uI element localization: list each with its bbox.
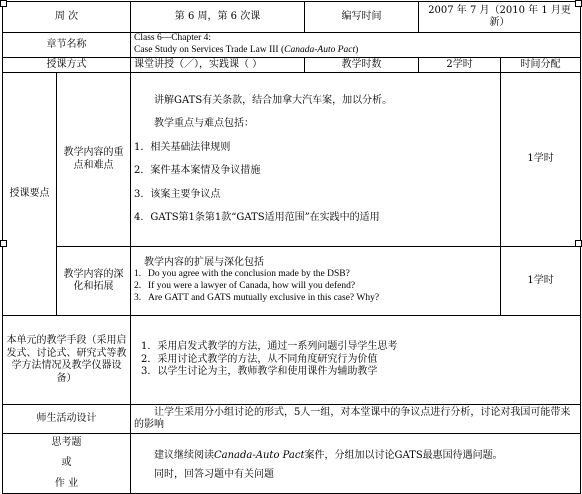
homework-text-before: 建议继续阅读 xyxy=(154,449,214,461)
means-label: 本单元的教学手段（采用启发式、讨论式、研究式等教学方法情况及教学仪器设备） xyxy=(3,316,131,405)
means-item: 3．以学生讨论为主，教师教学和使用课件为辅助教学 xyxy=(141,366,378,378)
extension-content xyxy=(131,247,501,316)
chapter-case-name: Canada-Auto Pact xyxy=(284,45,356,55)
chapter-line-2-suffix: ) xyxy=(355,45,359,55)
activity-label: 师生活动设计 xyxy=(3,405,131,434)
question-text: If you were a lawyer of Canada, how will you defend? xyxy=(148,281,356,292)
write-time-label: 编写时间 xyxy=(305,2,419,33)
means-content xyxy=(131,316,581,405)
extension-question xyxy=(134,281,497,293)
focus-content xyxy=(131,73,501,247)
activity-content xyxy=(131,405,581,434)
activity-text: 让学生采用分小组讨论的形式，5人一组，对本堂课中的争议点进行分析，讨论对我国可能带来的影响 xyxy=(134,406,571,430)
chapter-line-2-prefix: Case Study on Services Trade Law III ( xyxy=(134,45,285,55)
chapter-title xyxy=(131,33,581,58)
homework-label-line: 思考题 xyxy=(51,436,82,448)
edge-handle xyxy=(0,240,7,247)
lesson-plan-table xyxy=(2,1,581,494)
week-value: 第 6 周，第 6 次课 xyxy=(131,2,305,33)
question-text: Are GATT and GATS mutually exclusive in this case? Why? xyxy=(148,293,380,304)
question-text: Do you agree with the conclusion made by the DSB? xyxy=(148,269,350,280)
homework-case-name: Canada-Auto Pact xyxy=(214,449,305,461)
homework-text-2: 同时，回答习题中有关问题 xyxy=(154,468,274,480)
extension-question xyxy=(134,269,497,281)
method-label: 授课方式 xyxy=(3,58,131,73)
homework-text xyxy=(134,446,577,465)
homework-content xyxy=(131,434,581,494)
focus-item: 1．相关基础法律规则 xyxy=(134,141,231,153)
corner-handle xyxy=(575,0,582,7)
method-row xyxy=(3,58,581,73)
homework-row xyxy=(3,434,581,494)
chapter-label: 章节名称 xyxy=(3,33,131,58)
extension-question xyxy=(134,293,497,305)
activity-row xyxy=(3,405,581,434)
means-row xyxy=(3,316,581,405)
chapter-line-2 xyxy=(134,45,577,57)
focus-item: 4．GATS第1条第1款“GATS适用范围”在实践中的适用 xyxy=(134,212,380,223)
focus-time: 1学时 xyxy=(501,73,581,247)
chapter-line-1: Class 6—Chapter 4: xyxy=(134,33,212,44)
question-number: 3. xyxy=(134,293,142,304)
week-row xyxy=(3,2,581,33)
question-number: 2. xyxy=(134,281,142,292)
focus-intro: 讲解GATS有关条款，结合加拿大汽车案，加以分析。 xyxy=(154,94,393,106)
homework-text-after: 案件，分组加以讨论GATS最惠国待遇问题。 xyxy=(304,449,503,461)
focus-block xyxy=(134,95,497,225)
focus-subtitle: 教学重点与难点包括： xyxy=(154,118,254,129)
homework-label xyxy=(3,434,131,494)
teaching-points-label: 授课要点 xyxy=(3,73,57,316)
means-item: 1．采用启发式教学的方法，通过一系列问题引导学生思考 xyxy=(141,341,398,353)
extension-title: 教学内容的扩展与深化包括 xyxy=(144,256,264,268)
method-value: 课堂讲授（／），实践课（ ） xyxy=(131,58,305,73)
hours-label: 教学时数 xyxy=(305,58,419,73)
question-number: 1. xyxy=(134,269,142,280)
extension-label: 教学内容的深化和拓展 xyxy=(57,247,131,316)
focus-item: 3．该案主要争议点 xyxy=(134,188,221,200)
corner-handle xyxy=(0,0,7,7)
chapter-row xyxy=(3,33,581,58)
focus-item: 2．案件基本案情及争议措施 xyxy=(134,165,261,176)
extension-time: 1学时 xyxy=(501,247,581,316)
means-item: 2．采用讨论式教学的方法，从不同角度研究行为价值 xyxy=(141,353,378,365)
focus-row xyxy=(3,73,581,247)
extension-row xyxy=(3,247,581,316)
time-allocation-label: 时间分配 xyxy=(501,58,581,73)
focus-label: 教学内容的重点和难点 xyxy=(57,73,131,247)
hours-value: 2学时 xyxy=(419,58,501,73)
week-label: 周 次 xyxy=(3,2,131,33)
write-time-value: 2007 年 7 月（2010 年 1 月更新） xyxy=(419,2,581,33)
edge-handle xyxy=(575,240,582,247)
homework-label-line: 作 业 xyxy=(54,477,79,489)
homework-label-line: 或 xyxy=(61,457,72,469)
